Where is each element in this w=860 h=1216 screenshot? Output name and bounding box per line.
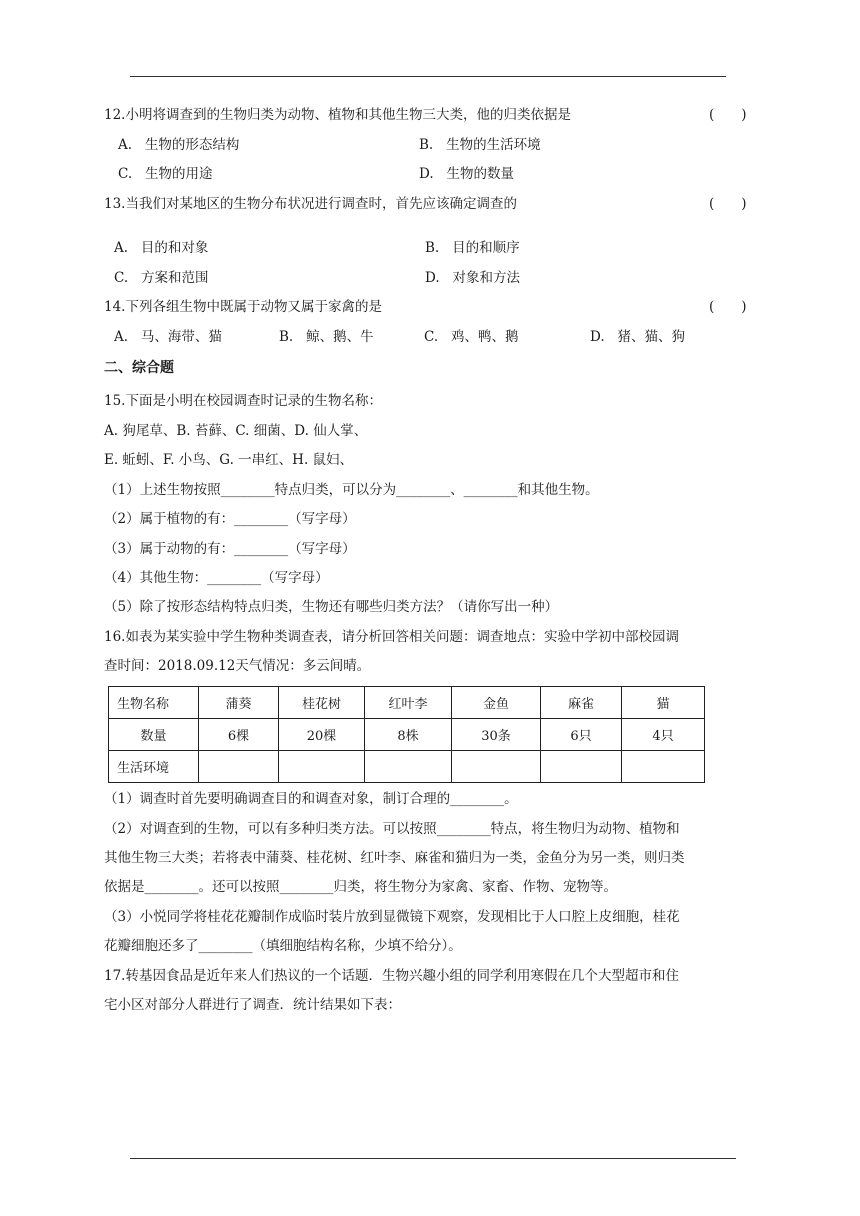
option-text: 鲸、鹅、牛	[306, 329, 374, 345]
option-text: 鸡、鸭、鹅	[451, 329, 519, 345]
table-row	[109, 751, 705, 783]
table-cell-blank	[199, 751, 279, 783]
table-cell: 6棵	[199, 719, 279, 751]
option-text: 生物的用途	[145, 166, 213, 182]
table-cell: 数量	[109, 719, 199, 751]
q17-stem-line-1: 17.转基因食品是近年来人们热议的一个话题．生物兴趣小组的同学利用寒假在几个大型超市和住	[104, 968, 679, 984]
option-letter: C.	[118, 166, 133, 182]
footer-rule	[130, 1158, 736, 1159]
q14-option-a	[114, 328, 222, 346]
q13-answer-paren: ( )	[709, 196, 747, 212]
q16-sub-question-2-line-1: （2）对调查到的生物，可以有多种归类方法。可以按照________特点，将生物归为动物、植物和	[104, 821, 680, 837]
q13-option-a	[114, 239, 208, 257]
option-text: 马、海带、猫	[140, 329, 222, 345]
table-cell-blank	[452, 751, 541, 783]
option-text: 方案和范围	[141, 270, 209, 286]
option-letter: C.	[424, 329, 439, 345]
option-text: 目的和对象	[140, 240, 209, 256]
q12-option-c	[118, 165, 213, 183]
q13-option-d	[425, 269, 520, 287]
table-cell: 红叶李	[365, 687, 452, 719]
option-letter: D.	[590, 329, 605, 345]
option-letter: B.	[425, 240, 440, 256]
option-text: 生物的形态结构	[144, 137, 240, 153]
q15-organism-list-2: E. 蚯蚓、F. 小鸟、G. 一串红、H. 鼠妇、	[104, 452, 354, 468]
table-cell: 金鱼	[452, 687, 541, 719]
q14-answer-paren: ( )	[709, 299, 747, 315]
option-letter: A.	[114, 329, 129, 345]
table-cell: 蒲葵	[199, 687, 279, 719]
option-text: 生物的数量	[446, 166, 515, 182]
table-cell: 生活环境	[109, 751, 199, 783]
q13-stem: 13.当我们对某地区的生物分布状况进行调查时，首先应该确定调查的	[104, 196, 517, 212]
table-cell: 30条	[452, 719, 541, 751]
table-cell: 桂花树	[279, 687, 365, 719]
table-cell-blank	[365, 751, 452, 783]
q12-option-d	[419, 165, 514, 183]
table-cell: 猫	[622, 687, 705, 719]
q12-option-a	[118, 136, 239, 154]
option-letter: C.	[114, 270, 129, 286]
q12-option-b	[419, 136, 541, 154]
option-letter: B.	[419, 137, 434, 153]
table-cell: 20棵	[279, 719, 365, 751]
q15-sub-question-5: （5）除了按形态结构特点归类，生物还有哪些归类方法？（请你写出一种）	[104, 599, 559, 615]
table-row	[109, 687, 705, 719]
q12-answer-paren: ( )	[709, 107, 747, 123]
header-rule	[130, 76, 726, 77]
section-heading: 二、综合题	[104, 360, 174, 376]
q16-sub-question-3-line-1: （3）小悦同学将桂花花瓣制作成临时装片放到显微镜下观察，发现相比于人口腔上皮细胞，桂花	[104, 909, 680, 925]
survey-table	[108, 686, 705, 783]
option-letter: D.	[419, 166, 434, 182]
q15-sub-question-1: （1）上述生物按照________特点归类，可以分为________、________和其他生物。	[104, 482, 599, 498]
q15-sub-question-4: （4）其他生物：________（写字母）	[104, 570, 329, 586]
option-text: 生物的生活环境	[446, 137, 541, 153]
q16-sub-question-1: （1）调查时首先要明确调查目的和调查对象，制订合理的________。	[104, 791, 518, 807]
q16-stem-line-2: 查时间：2018.09.12天气情况：多云间晴。	[104, 658, 371, 674]
q14-option-c	[424, 328, 519, 346]
q13-option-c	[114, 269, 209, 287]
table-cell: 6只	[541, 719, 622, 751]
q16-stem-line-1: 16.如表为某实验中学生物种类调查表，请分析回答相关问题：调查地点：实验中学初中部校园调	[104, 629, 679, 645]
option-letter: D.	[425, 270, 440, 286]
q15-sub-question-3: （3）属于动物的有：________（写字母）	[104, 541, 356, 557]
q14-stem: 14.下列各组生物中既属于动物又属于家禽的是	[104, 299, 382, 315]
option-letter: B.	[279, 329, 294, 345]
q16-sub-question-2-line-3: 依据是________。还可以按照________归类，将生物分为家禽、家畜、作物、宠物等。	[104, 879, 617, 895]
option-text: 目的和顺序	[452, 240, 520, 256]
q17-stem-line-2: 宅小区对部分人群进行了调查．统计结果如下表：	[104, 997, 401, 1013]
table-cell: 8株	[365, 719, 452, 751]
table-cell-blank	[541, 751, 622, 783]
table-cell-blank	[279, 751, 365, 783]
q16-sub-question-2-line-2: 其他生物三大类；若将表中蒲葵、桂花树、红叶李、麻雀和猫归为一类，金鱼分为另一类，则归类	[104, 850, 685, 866]
table-cell-blank	[622, 751, 705, 783]
table-cell: 生物名称	[109, 687, 199, 719]
table-cell: 4只	[622, 719, 705, 751]
q14-option-d	[590, 328, 685, 346]
option-text: 对象和方法	[452, 270, 521, 286]
table-row	[109, 719, 705, 751]
q12-stem: 12.小明将调查到的生物归类为动物、植物和其他生物三大类，他的归类依据是	[104, 107, 571, 123]
option-letter: A.	[114, 240, 129, 256]
q15-stem: 15.下面是小明在校园调查时记录的生物名称：	[104, 393, 382, 409]
q15-sub-question-2: （2）属于植物的有：________（写字母）	[104, 511, 356, 527]
q13-option-b	[425, 239, 520, 257]
q15-organism-list-1: A. 狗尾草、B. 苔藓、C. 细菌、D. 仙人掌、	[104, 423, 368, 439]
option-letter: A.	[118, 137, 133, 153]
table-cell: 麻雀	[541, 687, 622, 719]
option-text: 猪、猫、狗	[617, 329, 686, 345]
q14-option-b	[279, 328, 374, 346]
q16-sub-question-3-line-2: 花瓣细胞还多了________（填细胞结构名称，少填不给分）。	[104, 938, 462, 954]
